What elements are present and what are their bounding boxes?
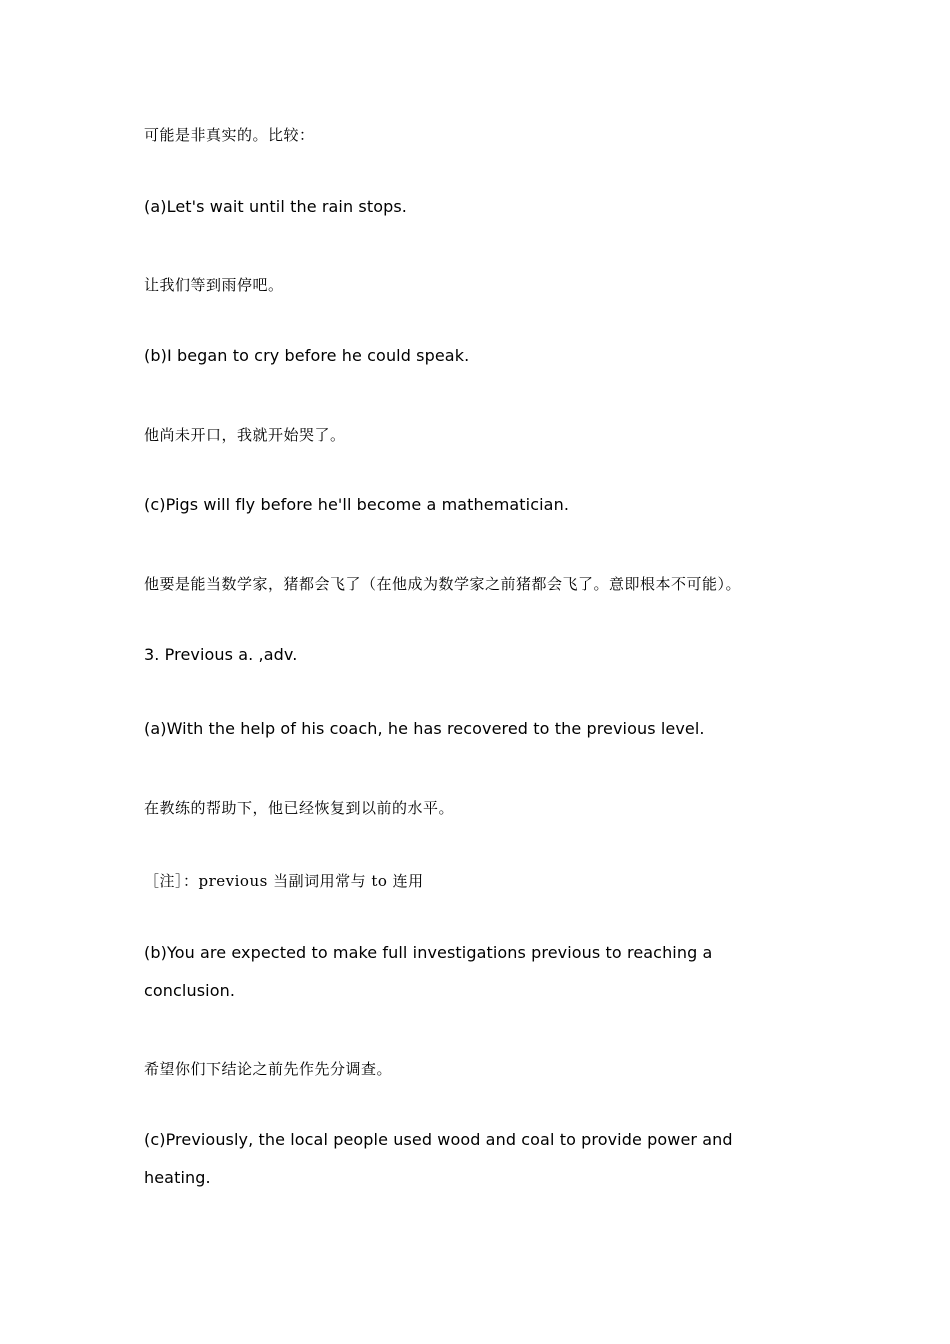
example-sentence-en-continued: conclusion. (144, 981, 236, 1000)
example-translation-zh: 希望你们下结论之前先作先分调查。 (144, 1060, 393, 1078)
section-heading: 3. Previous a. ,adv. (144, 645, 298, 664)
text-line-intro: 可能是非真实的。比较： (144, 126, 315, 144)
example-translation-zh: 让我们等到雨停吧。 (144, 276, 284, 294)
example-sentence-en: (a)Let's wait until the rain stops. (144, 197, 407, 216)
example-sentence-en: (c)Previously, the local people used wood and coal to provide power and (144, 1130, 733, 1149)
note-line: ［注］：previous 当副词用常与 to 连用 (144, 872, 424, 890)
example-sentence-en: (b)I began to cry before he could speak. (144, 346, 470, 365)
example-sentence-en: (c)Pigs will fly before he'll become a mathematician. (144, 495, 570, 514)
example-translation-zh: 他尚未开口，我就开始哭了。 (144, 426, 346, 444)
example-translation-zh: 在教练的帮助下，他已经恢复到以前的水平。 (144, 799, 455, 817)
example-sentence-en-continued: heating. (144, 1168, 211, 1187)
example-translation-zh: 他要是能当数学家，猪都会飞了（在他成为数学家之前猪都会飞了。意即根本不可能）。 (144, 575, 742, 593)
example-sentence-en: (a)With the help of his coach, he has recovered to the previous level. (144, 719, 705, 738)
example-sentence-en: (b)You are expected to make full investigations previous to reaching a (144, 943, 713, 962)
